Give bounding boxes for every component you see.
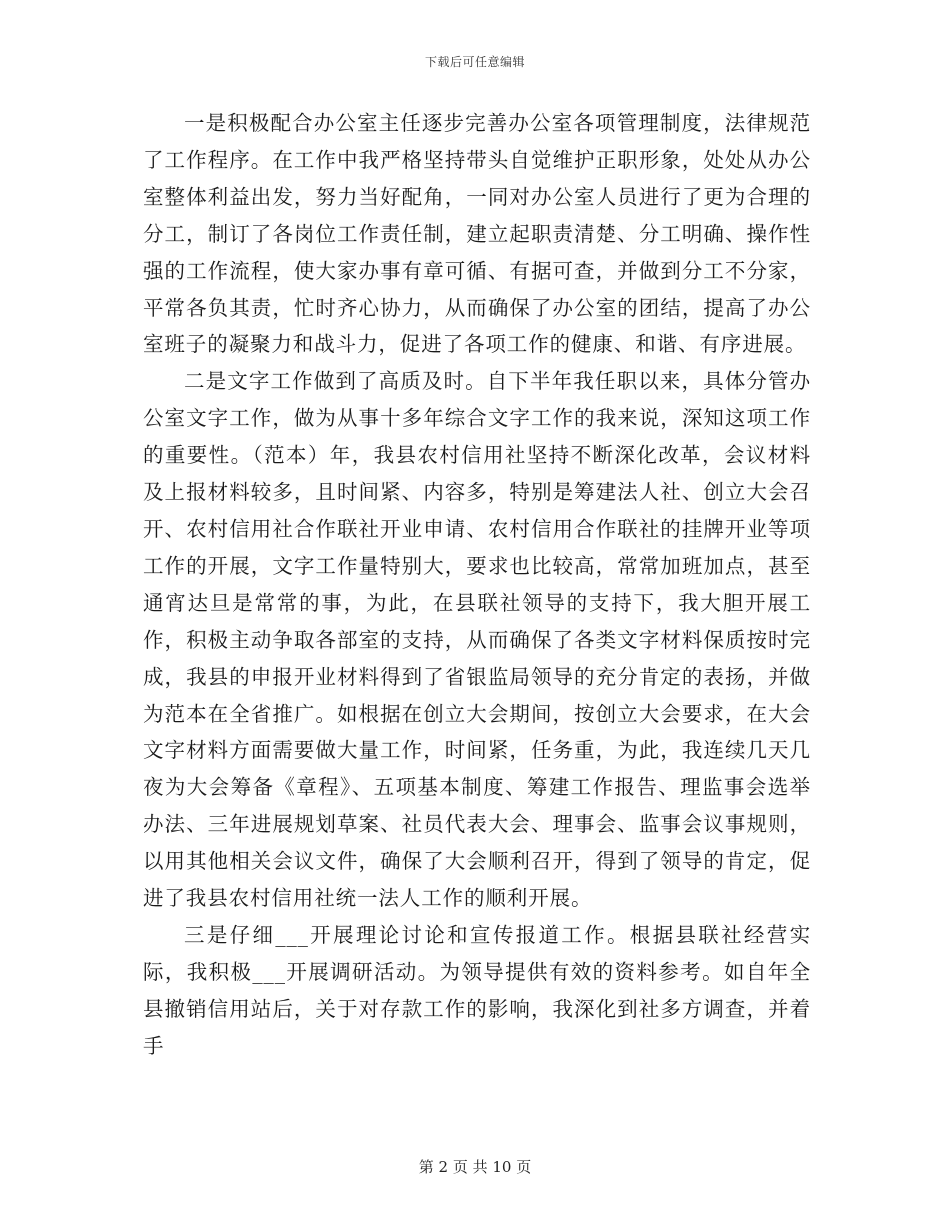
paragraph-1: 一是积极配合办公室主任逐步完善办公室各项管理制度，法律规范了工作程序。在工作中我严格坚持带头自觉维护正职形象，处处从办公室整体利益出发，努力当好配角，一同对办公室人员进行了更为合理的分工，制订了各岗位工作责任制，建立起职责清楚、分工明确、操作性强的工作流程，使大家办事有章可循、有据可查，并做到分工不分家，平常各负其责，忙时齐心协力，从而确保了办公室的团结，提高了办公室班子的凝聚力和战斗力，促进了各项工作的健康、和谐、有序进展。 — [143, 111, 811, 357]
paragraph-2: 二是文字工作做到了高质及时。自下半年我任职以来，具体分管办公室文字工作，做为从事十多年综合文字工作的我来说，深知这项工作的重要性。（范本）年，我县农村信用社坚持不断深化改革，会议材料及上报材料较多，且时间紧、内容多，特别是筹建法人社、创立大会召开、农村信用社合作联社开业申请、农村信用合作联社的挂牌开业等项工作的开展，文字工作量特别大，要求也比较高，常常加班加点，甚至通宵达旦是常常的事，为此，在县联社领导的支持下，我大胆开展工作，积极主动争取各部室的支持，从而确保了各类文字材料保质按时完成，我县的申报开业材料得到了省银监局领导的充分肯定的表扬，并做为范本在全省推广。如根据在创立大会期间，按创立大会要求，在大会文字材料方面需要做大量工作，时间紧，任务重，为此，我连续几天几夜为大会筹备《章程》、五项基本制度、筹建工作报告、理监事会选举办法、三年进展规划草案、社员代表大会、理事会、监事会议事规则，以用其他相关会议文件，确保了大会顺利召开，得到了领导的肯定，促进了我县农村信用社统一法人工作的顺利开展。 — [143, 369, 811, 911]
paragraph-3: 三是仔细___开展理论讨论和宣传报道工作。根据县联社经营实际，我积极___开展调研活动。为领导提供有效的资料参考。如自年全县撤销信用站后，关于对存款工作的影响，我深化到社多方调查，并着手 — [143, 922, 811, 1058]
page-header: 下载后可任意编辑 — [424, 55, 525, 69]
page-number: 第 2 页 共 10 页 — [418, 1158, 532, 1176]
document-body — [143, 105, 811, 1065]
